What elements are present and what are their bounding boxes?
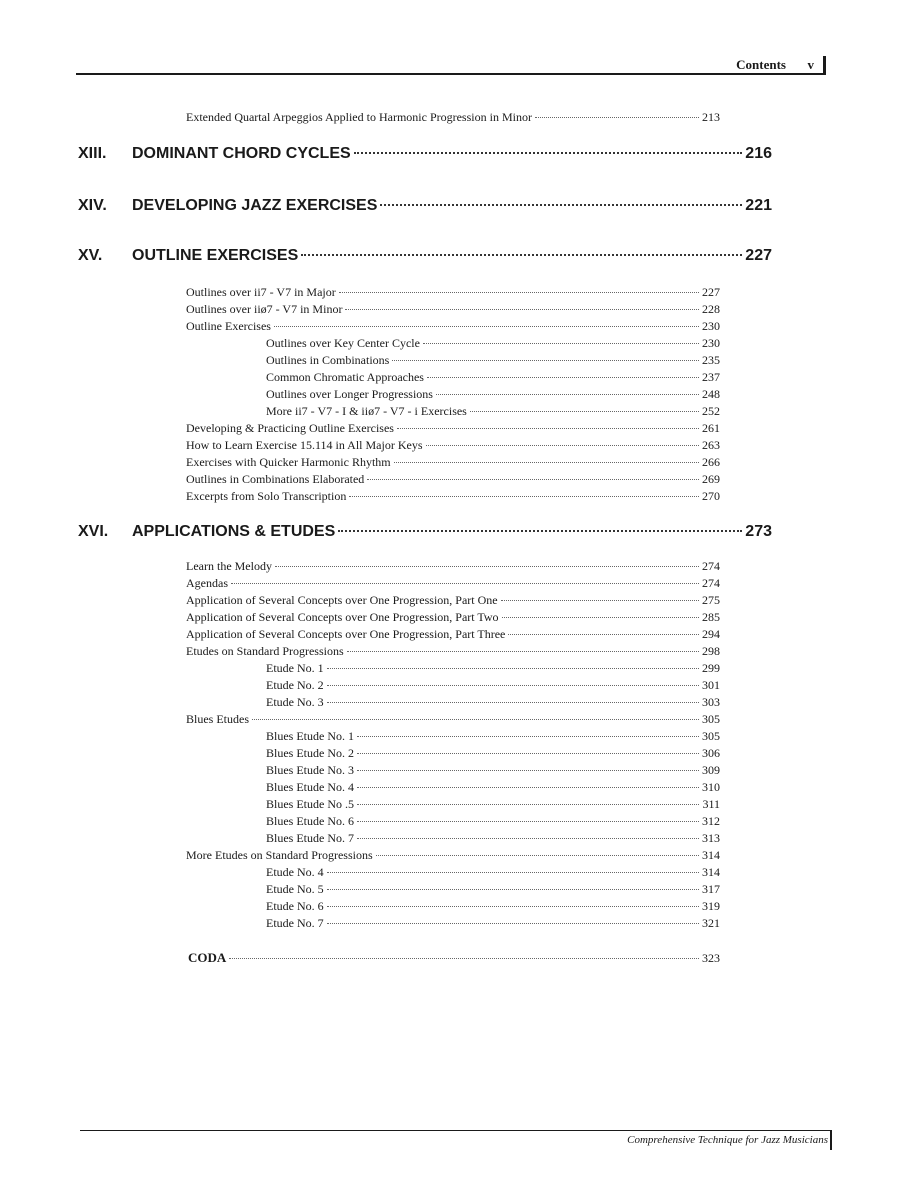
entry-label: Blues Etudes [186,712,249,726]
footer-bar [830,1130,832,1150]
dot-leader [357,736,699,737]
entry-label: Developing & Practicing Outline Exercises [186,421,394,435]
dot-leader [535,117,699,118]
coda-page: 323 [702,951,720,965]
header-page-number: v [807,57,814,72]
entry-page: 269 [702,472,720,486]
entry-page: 228 [702,302,720,316]
entry-label: Application of Several Concepts over One Progression, Part One [186,593,498,607]
dot-leader [376,855,699,856]
dot-leader [501,600,699,601]
dot-leader [327,923,699,924]
toc-subentry[interactable] [266,729,720,744]
section-title: APPLICATIONS & ETUDES [132,523,336,540]
entry-page: 261 [702,421,720,435]
toc-subentry[interactable] [266,661,720,676]
entry-page: 314 [702,848,720,862]
entry-label: Outlines over iiø7 - V7 in Minor [186,302,343,316]
entry-label: Exercises with Quicker Harmonic Rhythm [186,455,391,469]
entry-label: Etude No. 2 [266,678,324,692]
dot-leader [508,634,699,635]
entry-page: 309 [702,763,720,777]
entry-page: 230 [702,319,720,333]
entry-page: 274 [702,559,720,573]
dot-leader [327,872,699,873]
section-title: DOMINANT CHORD CYCLES [132,145,351,162]
entry-label: Etude No. 3 [266,695,324,709]
toc-entry[interactable] [186,559,720,574]
entry-label: Application of Several Concepts over One Progression, Part Two [186,610,499,624]
entry-page: 285 [702,610,720,624]
entry-label: Outlines over ii7 - V7 in Major [186,285,336,299]
entry-page: 275 [702,593,720,607]
toc-entry[interactable] [186,421,720,436]
toc-subentry[interactable] [266,780,720,795]
toc-entry[interactable] [186,489,720,504]
dot-leader [436,394,699,395]
entry-page: 313 [702,831,720,845]
entry-label: Common Chromatic Approaches [266,370,424,384]
entry-page: 305 [702,712,720,726]
entry-label: Etude No. 6 [266,899,324,913]
toc-section[interactable] [78,197,772,215]
dot-leader [357,838,699,839]
toc-subentry[interactable] [266,814,720,829]
entry-label: Outline Exercises [186,319,271,333]
toc-coda[interactable] [188,950,720,966]
toc-entry[interactable] [186,110,720,125]
dot-leader [470,411,699,412]
dot-leader [327,685,699,686]
entry-label: Etude No. 7 [266,916,324,930]
toc-entry[interactable] [186,610,720,625]
entry-label: Learn the Melody [186,559,272,573]
dot-leader [327,906,699,907]
dot-leader [397,428,699,429]
entry-page: 314 [702,865,720,879]
entry-label: Blues Etude No. 3 [266,763,354,777]
section-number: XIV. [78,197,107,214]
toc-subentry[interactable] [266,678,720,693]
toc-entry[interactable] [186,848,720,863]
toc-entry[interactable] [186,644,720,659]
toc-entry[interactable] [186,593,720,608]
toc-section[interactable] [78,247,772,265]
footer-rule [80,1130,830,1131]
entry-page: 306 [702,746,720,760]
section-number: XVI. [78,523,109,540]
entry-label: Excerpts from Solo Transcription [186,489,347,503]
section-page: 221 [745,197,772,214]
dot-leader [357,770,699,771]
entry-label: Outlines in Combinations [266,353,390,367]
dot-leader [380,204,742,206]
dot-leader [423,343,699,344]
entry-page: 252 [702,404,720,418]
toc-subentry[interactable] [266,797,720,812]
toc-subentry[interactable] [266,404,720,419]
header-title: Contents [736,57,786,72]
entry-page: 311 [702,797,720,811]
entry-page: 317 [702,882,720,896]
dot-leader [301,254,742,256]
section-number: XIII. [78,145,107,162]
dot-leader [394,462,699,463]
section-title: DEVELOPING JAZZ EXERCISES [132,197,378,214]
entry-label: Blues Etude No. 6 [266,814,354,828]
dot-leader [231,583,699,584]
dot-leader [367,479,699,480]
header-rule [76,73,824,75]
entry-page: 263 [702,438,720,452]
dot-leader [357,804,699,805]
entry-page: 227 [702,285,720,299]
entry-page: 270 [702,489,720,503]
toc-entry[interactable] [186,712,720,727]
entry-page: 303 [702,695,720,709]
entry-page: 299 [702,661,720,675]
section-title: OUTLINE EXERCISES [132,247,299,264]
section-number: XV. [78,247,103,264]
toc-section[interactable] [78,145,772,163]
toc-section[interactable] [78,523,772,541]
entry-label: Blues Etude No .5 [266,797,354,811]
toc-subentry[interactable] [266,865,720,880]
footer-title: Comprehensive Technique for Jazz Musicians [627,1134,828,1146]
toc-subentry[interactable] [266,899,720,914]
entry-page: 298 [702,644,720,658]
entry-page: 235 [702,353,720,367]
entry-page: 266 [702,455,720,469]
toc-subentry[interactable] [266,831,720,846]
toc-entry[interactable] [186,285,720,300]
entry-label: More ii7 - V7 - I & iiø7 - V7 - i Exercises [266,404,467,418]
entry-label: Etudes on Standard Progressions [186,644,344,658]
dot-leader [347,651,699,652]
dot-leader [229,958,699,959]
entry-page: 274 [702,576,720,590]
toc-subentry[interactable] [266,387,720,402]
dot-leader [252,719,699,720]
entry-page: 301 [702,678,720,692]
dot-leader [357,787,699,788]
toc-subentry[interactable] [266,695,720,710]
entry-page: 248 [702,387,720,401]
entry-label: Etude No. 5 [266,882,324,896]
dot-leader [327,702,699,703]
entry-page: 237 [702,370,720,384]
entry-label: Blues Etude No. 2 [266,746,354,760]
dot-leader [327,668,699,669]
entry-label: How to Learn Exercise 15.114 in All Major Keys [186,438,423,452]
entry-label: Blues Etude No. 7 [266,831,354,845]
entry-label: Outlines over Longer Progressions [266,387,433,401]
toc-subentry[interactable] [266,353,720,368]
dot-leader [392,360,699,361]
entry-page: 305 [702,729,720,743]
toc-entry[interactable] [186,627,720,642]
dot-leader [426,445,699,446]
toc-entry[interactable] [186,438,720,453]
entry-label: Application of Several Concepts over One Progression, Part Three [186,627,506,641]
dot-leader [339,292,699,293]
toc-entry[interactable] [186,455,720,470]
entry-label: Etude No. 1 [266,661,324,675]
entry-page: 294 [702,627,720,641]
entry-label: More Etudes on Standard Progressions [186,848,373,862]
toc-entry[interactable] [186,576,720,591]
toc-subentry[interactable] [266,916,720,931]
entry-label: Etude No. 4 [266,865,324,879]
entry-label: Extended Quartal Arpeggios Applied to Harmonic Progression in Minor [186,110,532,124]
entry-page: 230 [702,336,720,350]
toc-subentry[interactable] [266,746,720,761]
dot-leader [354,152,743,154]
section-page: 216 [745,145,772,162]
coda-label: CODA [188,950,227,965]
dot-leader [338,530,742,532]
header-bar [823,56,826,75]
toc-entry[interactable] [186,319,720,334]
entry-label: Outlines in Combinations Elaborated [186,472,365,486]
entry-label: Outlines over Key Center Cycle [266,336,420,350]
section-page: 273 [745,523,772,540]
entry-label: Blues Etude No. 1 [266,729,354,743]
dot-leader [345,309,699,310]
section-page: 227 [745,247,772,264]
dot-leader [502,617,699,618]
entry-page: 310 [702,780,720,794]
entry-page: 312 [702,814,720,828]
dot-leader [327,889,699,890]
entry-label: Agendas [186,576,228,590]
entry-label: Blues Etude No. 4 [266,780,354,794]
dot-leader [274,326,699,327]
toc-entry[interactable] [186,472,720,487]
toc-subentry[interactable] [266,882,720,897]
toc-subentry[interactable] [266,763,720,778]
toc-subentry[interactable] [266,370,720,385]
dot-leader [349,496,699,497]
entry-page: 321 [702,916,720,930]
dot-leader [427,377,699,378]
running-header [76,52,826,76]
dot-leader [275,566,699,567]
dot-leader [357,753,699,754]
entry-page: 319 [702,899,720,913]
toc-entry[interactable] [186,302,720,317]
dot-leader [357,821,699,822]
toc-subentry[interactable] [266,336,720,351]
entry-page: 213 [702,110,720,124]
